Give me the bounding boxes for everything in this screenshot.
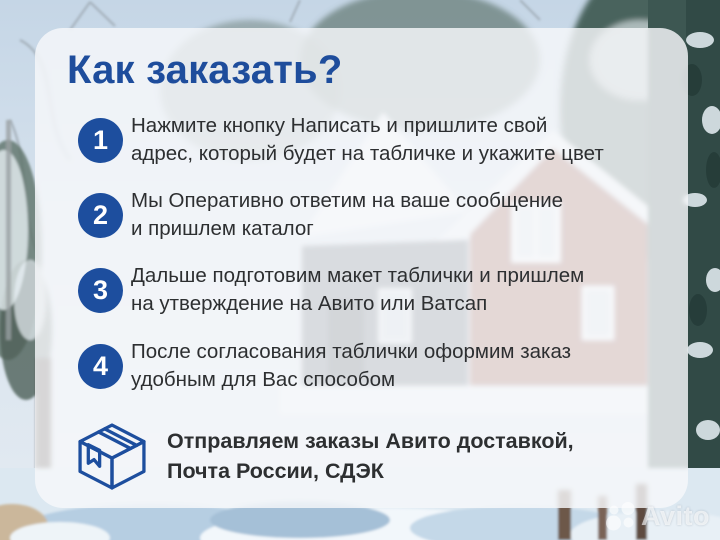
step-3 [78,262,584,318]
avito-watermark [604,501,710,532]
info-card [35,28,688,508]
shipping-row [75,422,574,490]
step-text-line: на утверждение на Авито или Ватсап [131,292,488,315]
package-box-icon [75,422,149,490]
step-1-text [131,112,604,168]
step-2-text [131,187,563,243]
step-text-line: удобным для Вас способом [131,368,396,391]
step-2-number-badge: 2 [78,193,123,238]
step-2 [78,187,563,243]
step-text-line: адрес, который будет на табличке и укажите цвет [131,142,604,165]
step-3-text [131,262,584,318]
avito-watermark-label: Avito [641,501,710,531]
shipping-text-line: Отправляем заказы Авито доставкой, [167,429,574,453]
step-text-line: Мы Оперативно ответим на ваше сообщение [131,189,564,212]
step-text-line: и пришлем каталог [131,217,314,240]
step-text-line: После согласования таблички оформим заказ [131,340,572,363]
step-4-number-badge: 4 [78,344,123,389]
page-title: Как заказать? [67,48,343,92]
shipping-text-line: Почта России, СДЭК [167,459,384,483]
step-3-number-badge: 3 [78,268,123,313]
step-text-line: Дальше подготовим макет таблички и пришлем [131,264,585,287]
step-4 [78,338,571,394]
shipping-text [167,426,574,486]
step-1 [78,112,604,168]
step-text-line: Нажмите кнопку Написать и пришлите свой [131,114,548,137]
step-1-number-badge: 1 [78,118,123,163]
avito-dots-icon [604,501,638,532]
step-4-text [131,338,571,394]
